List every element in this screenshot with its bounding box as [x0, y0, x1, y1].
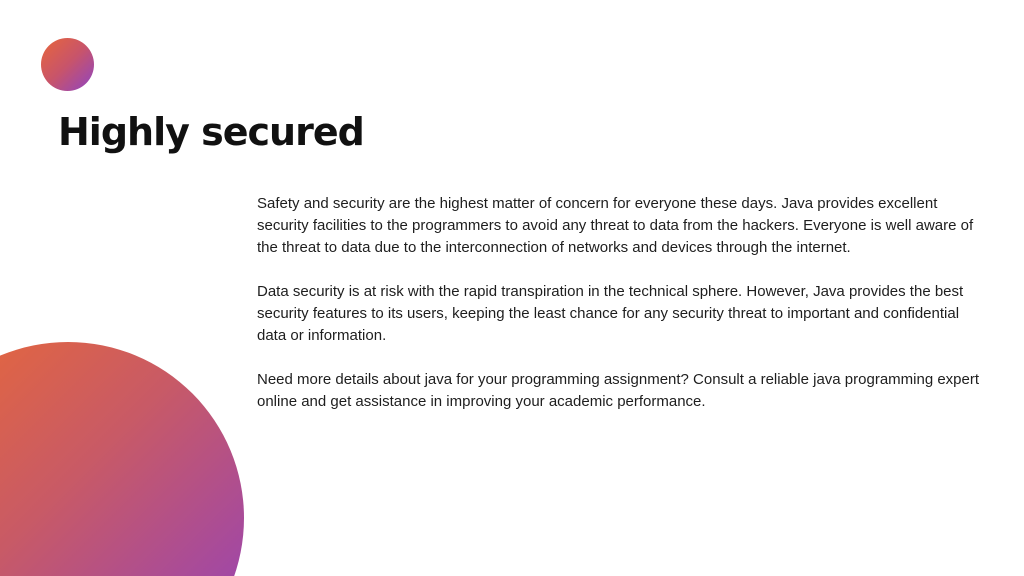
slide-title: Highly secured [58, 110, 364, 154]
slide-body [257, 193, 987, 435]
decorative-large-circle [0, 342, 244, 576]
decorative-small-circle [41, 38, 94, 91]
body-paragraph: Need more details about java for your programming assignment? Consult a reliable java programming expert online and get assistance in improving your academic performance. [257, 371, 980, 410]
body-paragraph: Safety and security are the highest matter of concern for everyone these days. Java provides excellent security facilities to the programmers to avoid any threat to data from the hackers. Everyone is well aware of the threat to data due to the interconnection of networks and devices through the internet. [257, 195, 974, 256]
body-paragraph: Data security is at risk with the rapid transpiration in the technical sphere. However, Java provides the best security features to its users, keeping the least chance for any security threat to important and confidential data or information. [257, 283, 964, 344]
